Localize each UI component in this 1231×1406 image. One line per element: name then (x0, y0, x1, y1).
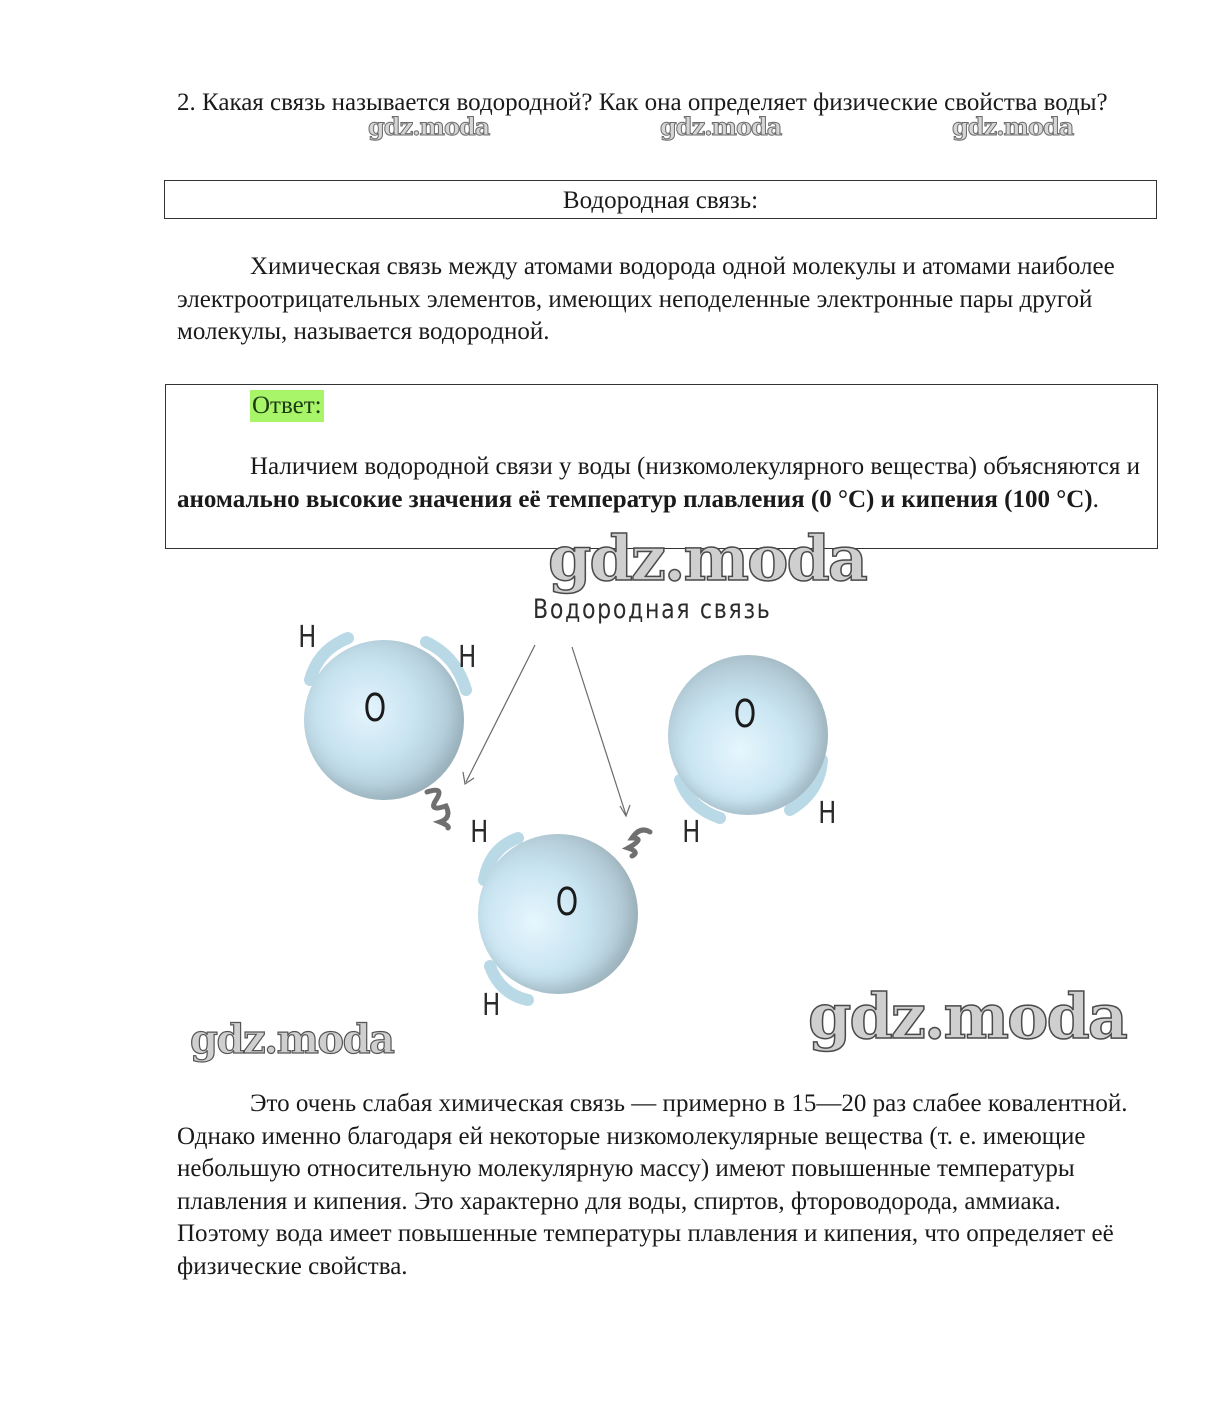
conclusion-paragraph: Это очень слабая химическая связь — примерно в 15—20 раз слабее ковалентной. Однако именно благодаря ей некоторые низкомолекулярные вещества (т. е. имеющие небольшую относительную молекулярную массу) имеют повышенные температуры плавления и кипения. Это характерно для воды, спиртов, фтороводорода, аммиака. Поэтому вода имеет повышенные температуры плавления и кипения, что определяет её физические свойства. (177, 1090, 1128, 1280)
watermark: gdz.moda (808, 980, 1126, 1053)
oxygen-label: O (555, 880, 579, 924)
hydrogen-label: H (682, 815, 701, 850)
watermark: gdz.moda (952, 112, 1074, 141)
diagram-title: Водородная связь (533, 594, 772, 625)
answer-text-end: . (1092, 485, 1099, 513)
hydrogen-label: H (298, 620, 317, 655)
hydrogen-label: H (458, 640, 477, 675)
hydrogen-label: H (470, 815, 489, 850)
oxygen-label: O (733, 692, 757, 736)
answer-label: Ответ: (250, 390, 324, 422)
watermark: gdz.moda (660, 112, 782, 141)
watermark: gdz.moda (548, 522, 866, 595)
oxygen-label: O (363, 686, 387, 730)
definition-title: Водородная связь: (562, 187, 759, 214)
definition-paragraph: Химическая связь между атомами водорода одной молекулы и атомами наиболее электроотрицательных элементов, имеющих неподеленные электронные пары другой молекулы, называется водородной. (177, 253, 1115, 345)
watermark: gdz.moda (368, 112, 490, 141)
watermark: gdz.moda (190, 1016, 394, 1063)
question-text: 2. Какая связь называется водородной? Как она определяет физические свойства воды? (177, 89, 1108, 116)
hydrogen-label: H (818, 796, 837, 831)
answer-text-plain: Наличием водородной связи у воды (низкомолекулярного вещества) объясняются и (250, 453, 1141, 480)
answer-text-bold: аномально высокие значения её температур плавления (0 °С) и кипения (100 °С) (177, 485, 1093, 513)
hydrogen-label: H (482, 988, 501, 1023)
